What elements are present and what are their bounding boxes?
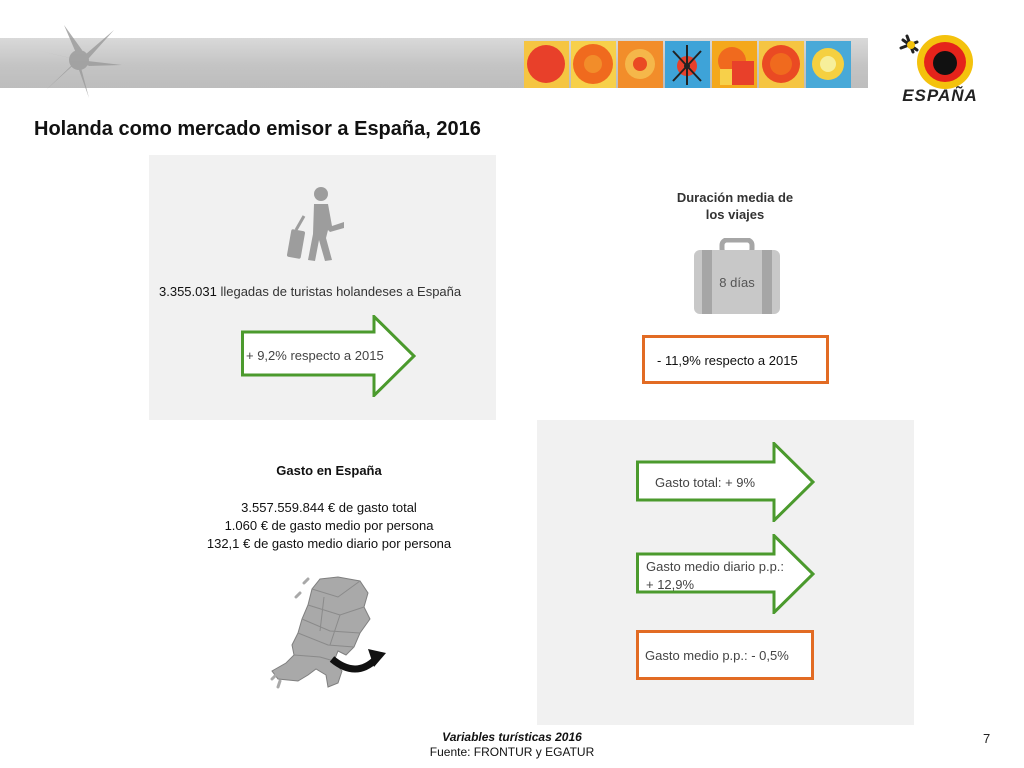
spending-per-person-box [636,630,814,680]
netherlands-map-icon [268,575,390,695]
tile-sun-rays [618,41,663,88]
spending-total-arrow [636,442,815,522]
spending-daily: 132,1 € de gasto medio diario por persona [206,536,452,551]
star-decoration-icon [34,20,124,100]
tile-sun-blue [806,41,851,88]
duration-change-label: - 11,9% respecto a 2015 [657,353,798,368]
tile-sun-red [524,41,569,88]
duration-value: 8 días [719,275,755,290]
arrivals-change-arrow [241,315,416,397]
traveler-with-suitcase-icon [286,186,346,262]
spending-daily-label-line1: Gasto medio diario p.p.: [646,559,785,574]
duration-title-line1: Duración media de [676,190,794,205]
arrivals-change-label: + 9,2% respecto a 2015 [246,348,384,363]
logo-wordmark: ESPAÑA [902,86,978,105]
arrivals-value: 3.355.031 [159,284,217,299]
duration-title-line2: los viajes [705,207,765,222]
spending-total: 3.557.559.844 € de gasto total [241,500,417,515]
arrivals-label: llegadas de turistas holandeses a España [216,284,462,299]
tile-sun-bright [759,41,804,88]
spending-total-label: Gasto total: + 9% [655,475,756,490]
duration-change-box [642,335,829,384]
spending-per-person-label: Gasto medio p.p.: - 0,5% [645,648,789,663]
miro-tiles-strip [524,41,851,88]
page-title: Holanda como mercado emisor a España, 2016 [34,118,481,140]
footer-source: Fuente: FRONTUR y EGATUR [429,745,595,759]
page-number: 7 [983,731,991,746]
spending-title: Gasto en España [276,463,382,478]
footer-title: Variables turísticas 2016 [442,730,582,744]
tile-bug [665,41,710,88]
spending-daily-arrow [636,534,815,614]
arrivals-text [159,284,461,299]
tile-squares [712,41,757,88]
espana-logo-icon [895,28,985,120]
spending-per-person: 1.060 € de gasto medio por persona [224,518,434,533]
spending-daily-label-line2: + 12,9% [646,577,695,592]
tile-sun-orange [571,41,616,88]
